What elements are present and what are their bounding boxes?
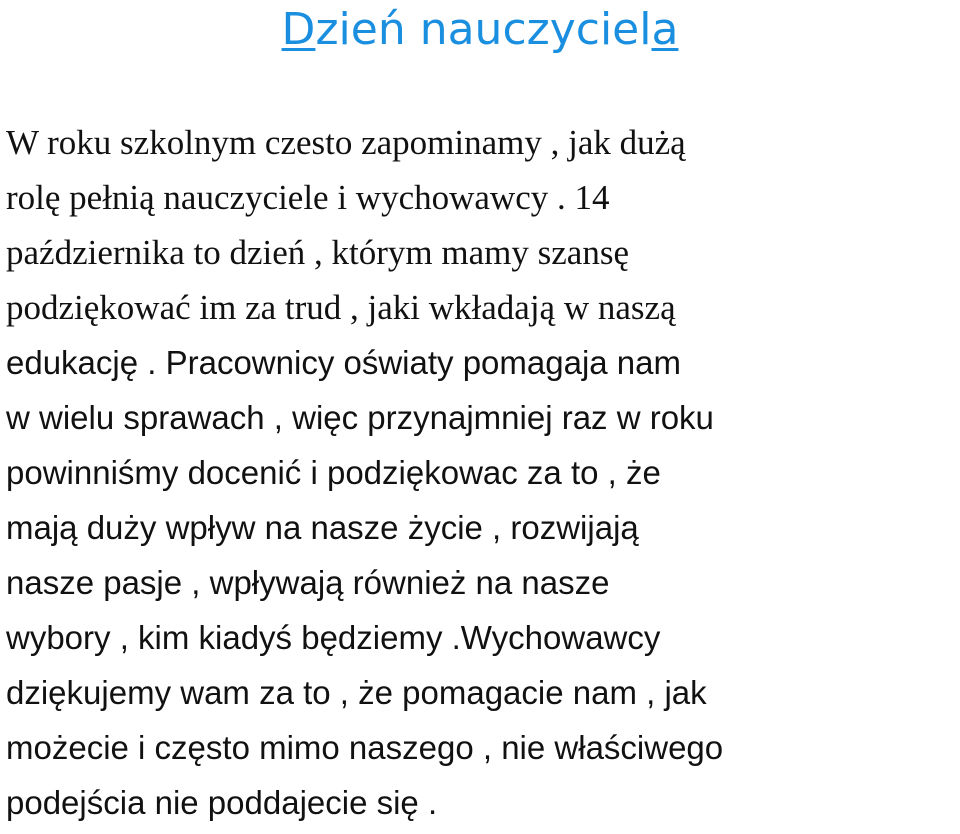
paragraph-line-10: wybory , kim kiadyś będziemy .Wychowawcy bbox=[6, 619, 661, 656]
title-middle: zień nauczyciel bbox=[315, 4, 652, 55]
paragraph-line-5: edukację . Pracownicy oświaty pomagaja nam bbox=[6, 344, 682, 381]
paragraph-line-7: powinniśmy docenić i podziękowac za to , że bbox=[6, 454, 661, 491]
body-paragraph bbox=[6, 115, 960, 830]
title-first-letter: D bbox=[281, 4, 316, 55]
paragraph-line-11: dziękujemy wam za to , że pomagacie nam , jak bbox=[6, 674, 707, 711]
paragraph-line-1: W roku szkolnym czesto zapominamy , jak dużą bbox=[6, 123, 686, 162]
paragraph-line-9: nasze pasje , wpływają również na nasze bbox=[6, 564, 610, 601]
paragraph-line-6: w wielu sprawach , więc przynajmniej raz w roku bbox=[6, 399, 714, 436]
title-last-letter: a bbox=[651, 4, 679, 55]
page-title bbox=[0, 2, 960, 58]
paragraph-line-12: możecie i często mimo naszego , nie właściwego bbox=[6, 729, 724, 766]
paragraph-line-8: mają duży wpływ na nasze życie , rozwijają bbox=[6, 509, 639, 546]
paragraph-line-2: rolę pełnią nauczyciele i wychowawcy . 14 bbox=[6, 178, 610, 217]
paragraph-line-13: podejścia nie poddajecie się . bbox=[6, 784, 438, 821]
paragraph-line-3: października to dzień , którym mamy szansę bbox=[6, 233, 629, 272]
paragraph-line-4: podziękować im za trud , jaki wkładają w naszą bbox=[6, 288, 676, 327]
